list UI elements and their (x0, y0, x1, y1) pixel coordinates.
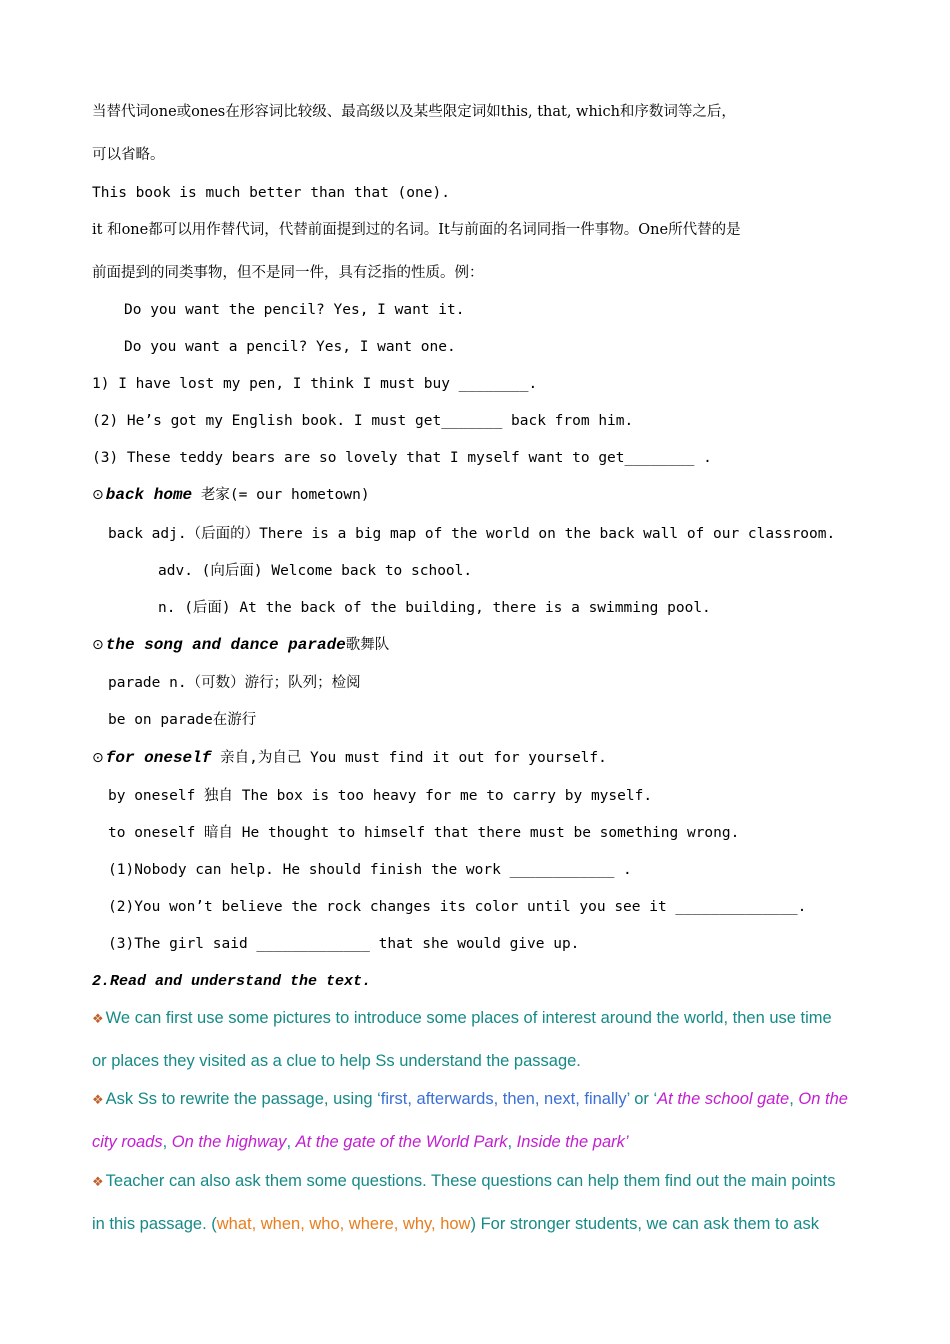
phrase-term: the song and dance parade (105, 636, 346, 654)
phrase-term: for oneself (105, 749, 212, 767)
teaching-note: ❖ Ask Ss to rewrite the passage, using ‘first, afterwards, then, next, finally’ or ‘At the school gate, On the (92, 1090, 848, 1108)
phrase-heading (92, 485, 370, 505)
exercise-item: (1)Nobody can help. He should finish the work ____________ . (108, 862, 632, 878)
text-line: parade n.（可数）游行；队列；检阅 (108, 675, 361, 691)
text-line: 前面提到的同类事物，但不是同一件，具有泛指的性质。例： (92, 265, 484, 281)
teaching-note-continued: or places they visited as a clue to help Ss understand the passage. (92, 1052, 581, 1070)
phrase-meaning: 老家(= our hometown) (192, 487, 370, 503)
text-line: by oneself 独自 The box is too heavy for me to carry by myself. (108, 788, 653, 804)
diamond-bullet-icon: ❖ (92, 1175, 104, 1190)
section-heading: 2.Read and understand the text. (92, 973, 372, 990)
phrase-heading (92, 635, 389, 655)
diamond-bullet-icon: ❖ (92, 1093, 104, 1108)
exercise-item: (2)You won’t believe the rock changes its color until you see it ______________. (108, 899, 807, 915)
sequence-words: first, afterwards, then, next, finally (380, 1090, 627, 1108)
circle-bullet-icon: ⊙ (92, 637, 104, 653)
wh-words: what, when, who, where, why, how (216, 1215, 471, 1233)
example-sentence: Do you want the pencil? Yes, I want it. (124, 302, 465, 318)
circle-bullet-icon: ⊙ (92, 487, 104, 503)
place-phrase: At the gate of the World Park (295, 1133, 508, 1151)
phrase-meaning: 亲自,为自己 You must find it out for yourself. (211, 750, 607, 766)
phrase-meaning: 歌舞队 (345, 637, 390, 653)
circle-bullet-icon: ⊙ (92, 750, 104, 766)
place-phrase: On the (798, 1090, 848, 1108)
place-phrase: city roads (92, 1133, 163, 1151)
text-line: it 和one都可以用作替代词，代替前面提到过的名词。It与前面的名词同指一件事物。One所代替的是 (92, 222, 741, 238)
teaching-note: ❖ Teacher can also ask them some questions. These questions can help them find out the main points (92, 1172, 836, 1190)
phrase-heading (92, 748, 607, 768)
example-sentence: Do you want a pencil? Yes, I want one. (124, 339, 456, 355)
diamond-bullet-icon: ❖ (92, 1012, 104, 1027)
text-line: adv. (向后面) Welcome back to school. (158, 563, 473, 579)
text-line: n. (后面) At the back of the building, there is a swimming pool. (158, 600, 711, 616)
teaching-note-continued: in this passage. (what, when, who, where, why, how) For stronger students, we can ask them to ask (92, 1215, 819, 1233)
phrase-term: back home (105, 486, 193, 504)
teaching-note: ❖ We can first use some pictures to introduce some places of interest around the world, then use time (92, 1009, 832, 1027)
example-sentence: This book is much better than that (one). (92, 185, 450, 201)
place-phrase: On the highway (171, 1133, 287, 1151)
text-line: to oneself 暗自 He thought to himself that there must be something wrong. (108, 825, 740, 841)
exercise-item: 1) I have lost my pen, I think I must buy ________. (92, 376, 538, 392)
teaching-note-continued: city roads, On the highway, At the gate of the World Park, Inside the park’ (92, 1133, 629, 1151)
place-phrase: At the school gate (657, 1090, 790, 1108)
exercise-item: (3)The girl said _____________ that she would give up. (108, 936, 580, 952)
text-line: back adj.（后面的）There is a big map of the world on the back wall of our classroom. (108, 526, 836, 542)
text-line: 可以省略。 (92, 147, 165, 163)
place-phrase: Inside the park (516, 1133, 625, 1151)
text-line: be on parade在游行 (108, 712, 257, 728)
text-line: 当替代词one或ones在形容词比较级、最高级以及某些限定词如this, that, which和序数词等之后， (92, 104, 736, 120)
exercise-item: (2) He’s got my English book. I must get_______ back from him. (92, 413, 634, 429)
exercise-item: (3) These teddy bears are so lovely that I myself want to get________ . (92, 450, 712, 466)
